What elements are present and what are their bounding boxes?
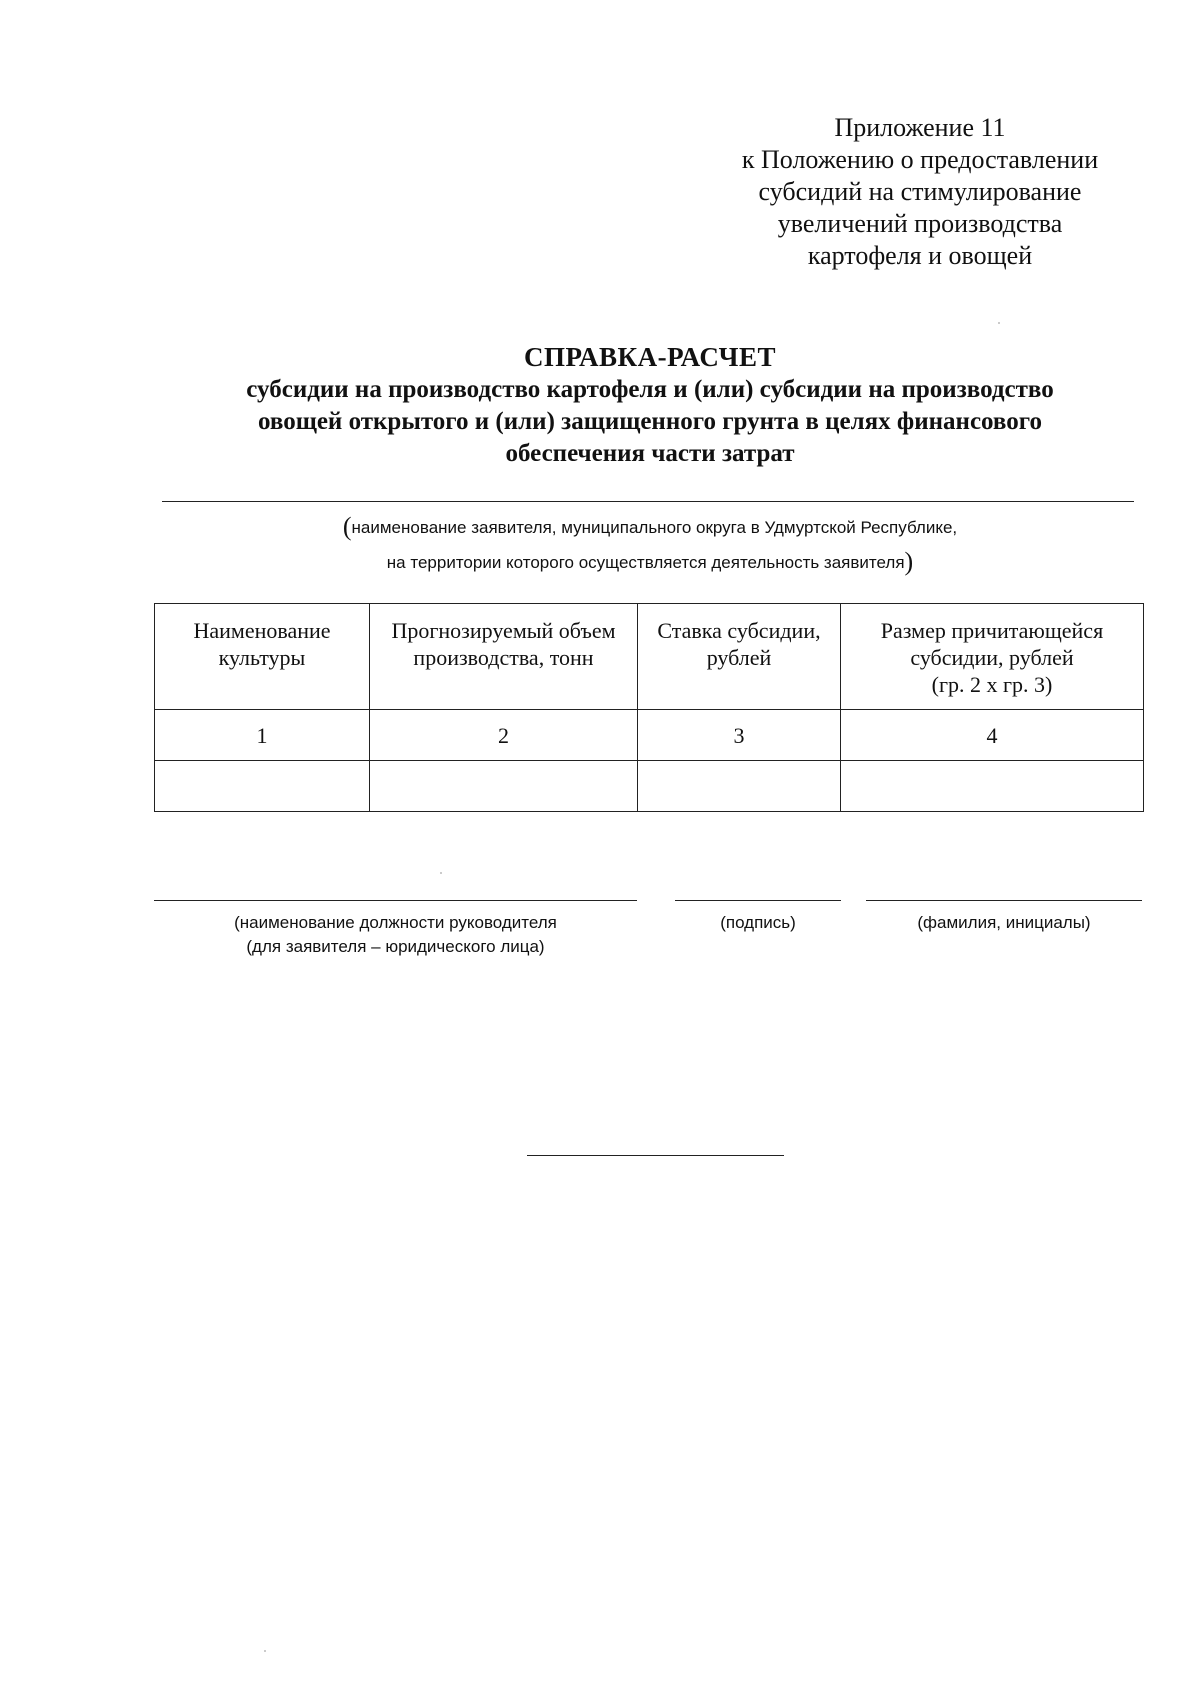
table-cell[interactable]	[370, 761, 638, 812]
table-row	[155, 761, 1144, 812]
close-paren: )	[904, 547, 914, 576]
table-cell[interactable]	[638, 761, 841, 812]
name-field-line[interactable]	[866, 900, 1142, 901]
header-text: культуры	[218, 645, 306, 670]
header-text: Ставка субсидии,	[657, 618, 821, 643]
scan-speck	[440, 872, 442, 874]
scan-speck	[264, 1650, 266, 1652]
title-line: субсидии на производство картофеля и (или) субсидии на производство	[246, 376, 1054, 403]
table-header-row	[155, 604, 1144, 710]
applicant-caption-line-1	[160, 510, 1140, 545]
annex-line: Приложение 11	[834, 113, 1006, 142]
annex-line: увеличений производства	[777, 209, 1063, 238]
position-caption	[154, 911, 637, 959]
position-field-line[interactable]	[154, 900, 637, 901]
header-text: Прогнозируемый объем	[391, 618, 616, 643]
applicant-caption-line-2	[160, 545, 1140, 580]
annex-line: субсидий на стимулирование	[758, 177, 1082, 206]
header-text: субсидии, рублей	[910, 645, 1074, 670]
header-subsidy-rate	[638, 604, 841, 710]
applicant-caption	[160, 510, 1140, 580]
header-text: Размер причитающейся	[880, 618, 1104, 643]
scan-speck	[998, 322, 1000, 324]
end-rule	[527, 1155, 784, 1156]
column-number: 2	[370, 710, 638, 761]
title-line: обеспечения части затрат	[505, 440, 795, 467]
signature-caption: (подпись)	[720, 913, 796, 932]
document-title	[130, 340, 1170, 470]
position-caption-line: (наименование должности руководителя	[234, 913, 557, 932]
title-main: СПРАВКА-РАСЧЕТ	[524, 342, 776, 372]
column-number-row	[155, 710, 1144, 761]
applicant-caption-text-2: на территории которого осуществляется деятельность заявителя	[386, 553, 905, 572]
signature-field-line[interactable]	[675, 900, 841, 901]
header-text: (гр. 2 х гр. 3)	[931, 672, 1053, 697]
applicant-caption-text-1: наименование заявителя, муниципального округа в Удмуртской Республике,	[351, 518, 958, 537]
annex-header	[690, 112, 1150, 272]
annex-line: к Положению о предоставлении	[741, 145, 1099, 174]
open-paren: (	[342, 512, 352, 541]
header-text: производства, тонн	[413, 645, 594, 670]
position-caption-line: (для заявителя – юридического лица)	[246, 937, 545, 956]
annex-line: картофеля и овощей	[807, 241, 1033, 270]
header-subsidy-amount	[841, 604, 1144, 710]
header-text: рублей	[706, 645, 772, 670]
table-cell[interactable]	[841, 761, 1144, 812]
header-text: Наименование	[193, 618, 331, 643]
header-crop-name	[155, 604, 370, 710]
name-caption: (фамилия, инициалы)	[917, 913, 1091, 932]
table-cell[interactable]	[155, 761, 370, 812]
column-number: 3	[638, 710, 841, 761]
column-number: 1	[155, 710, 370, 761]
calculation-table	[154, 603, 1144, 812]
title-line: овощей открытого и (или) защищенного грунта в целях финансового	[258, 408, 1042, 435]
column-number: 4	[841, 710, 1144, 761]
applicant-field-line[interactable]	[162, 501, 1134, 502]
header-forecast-volume	[370, 604, 638, 710]
